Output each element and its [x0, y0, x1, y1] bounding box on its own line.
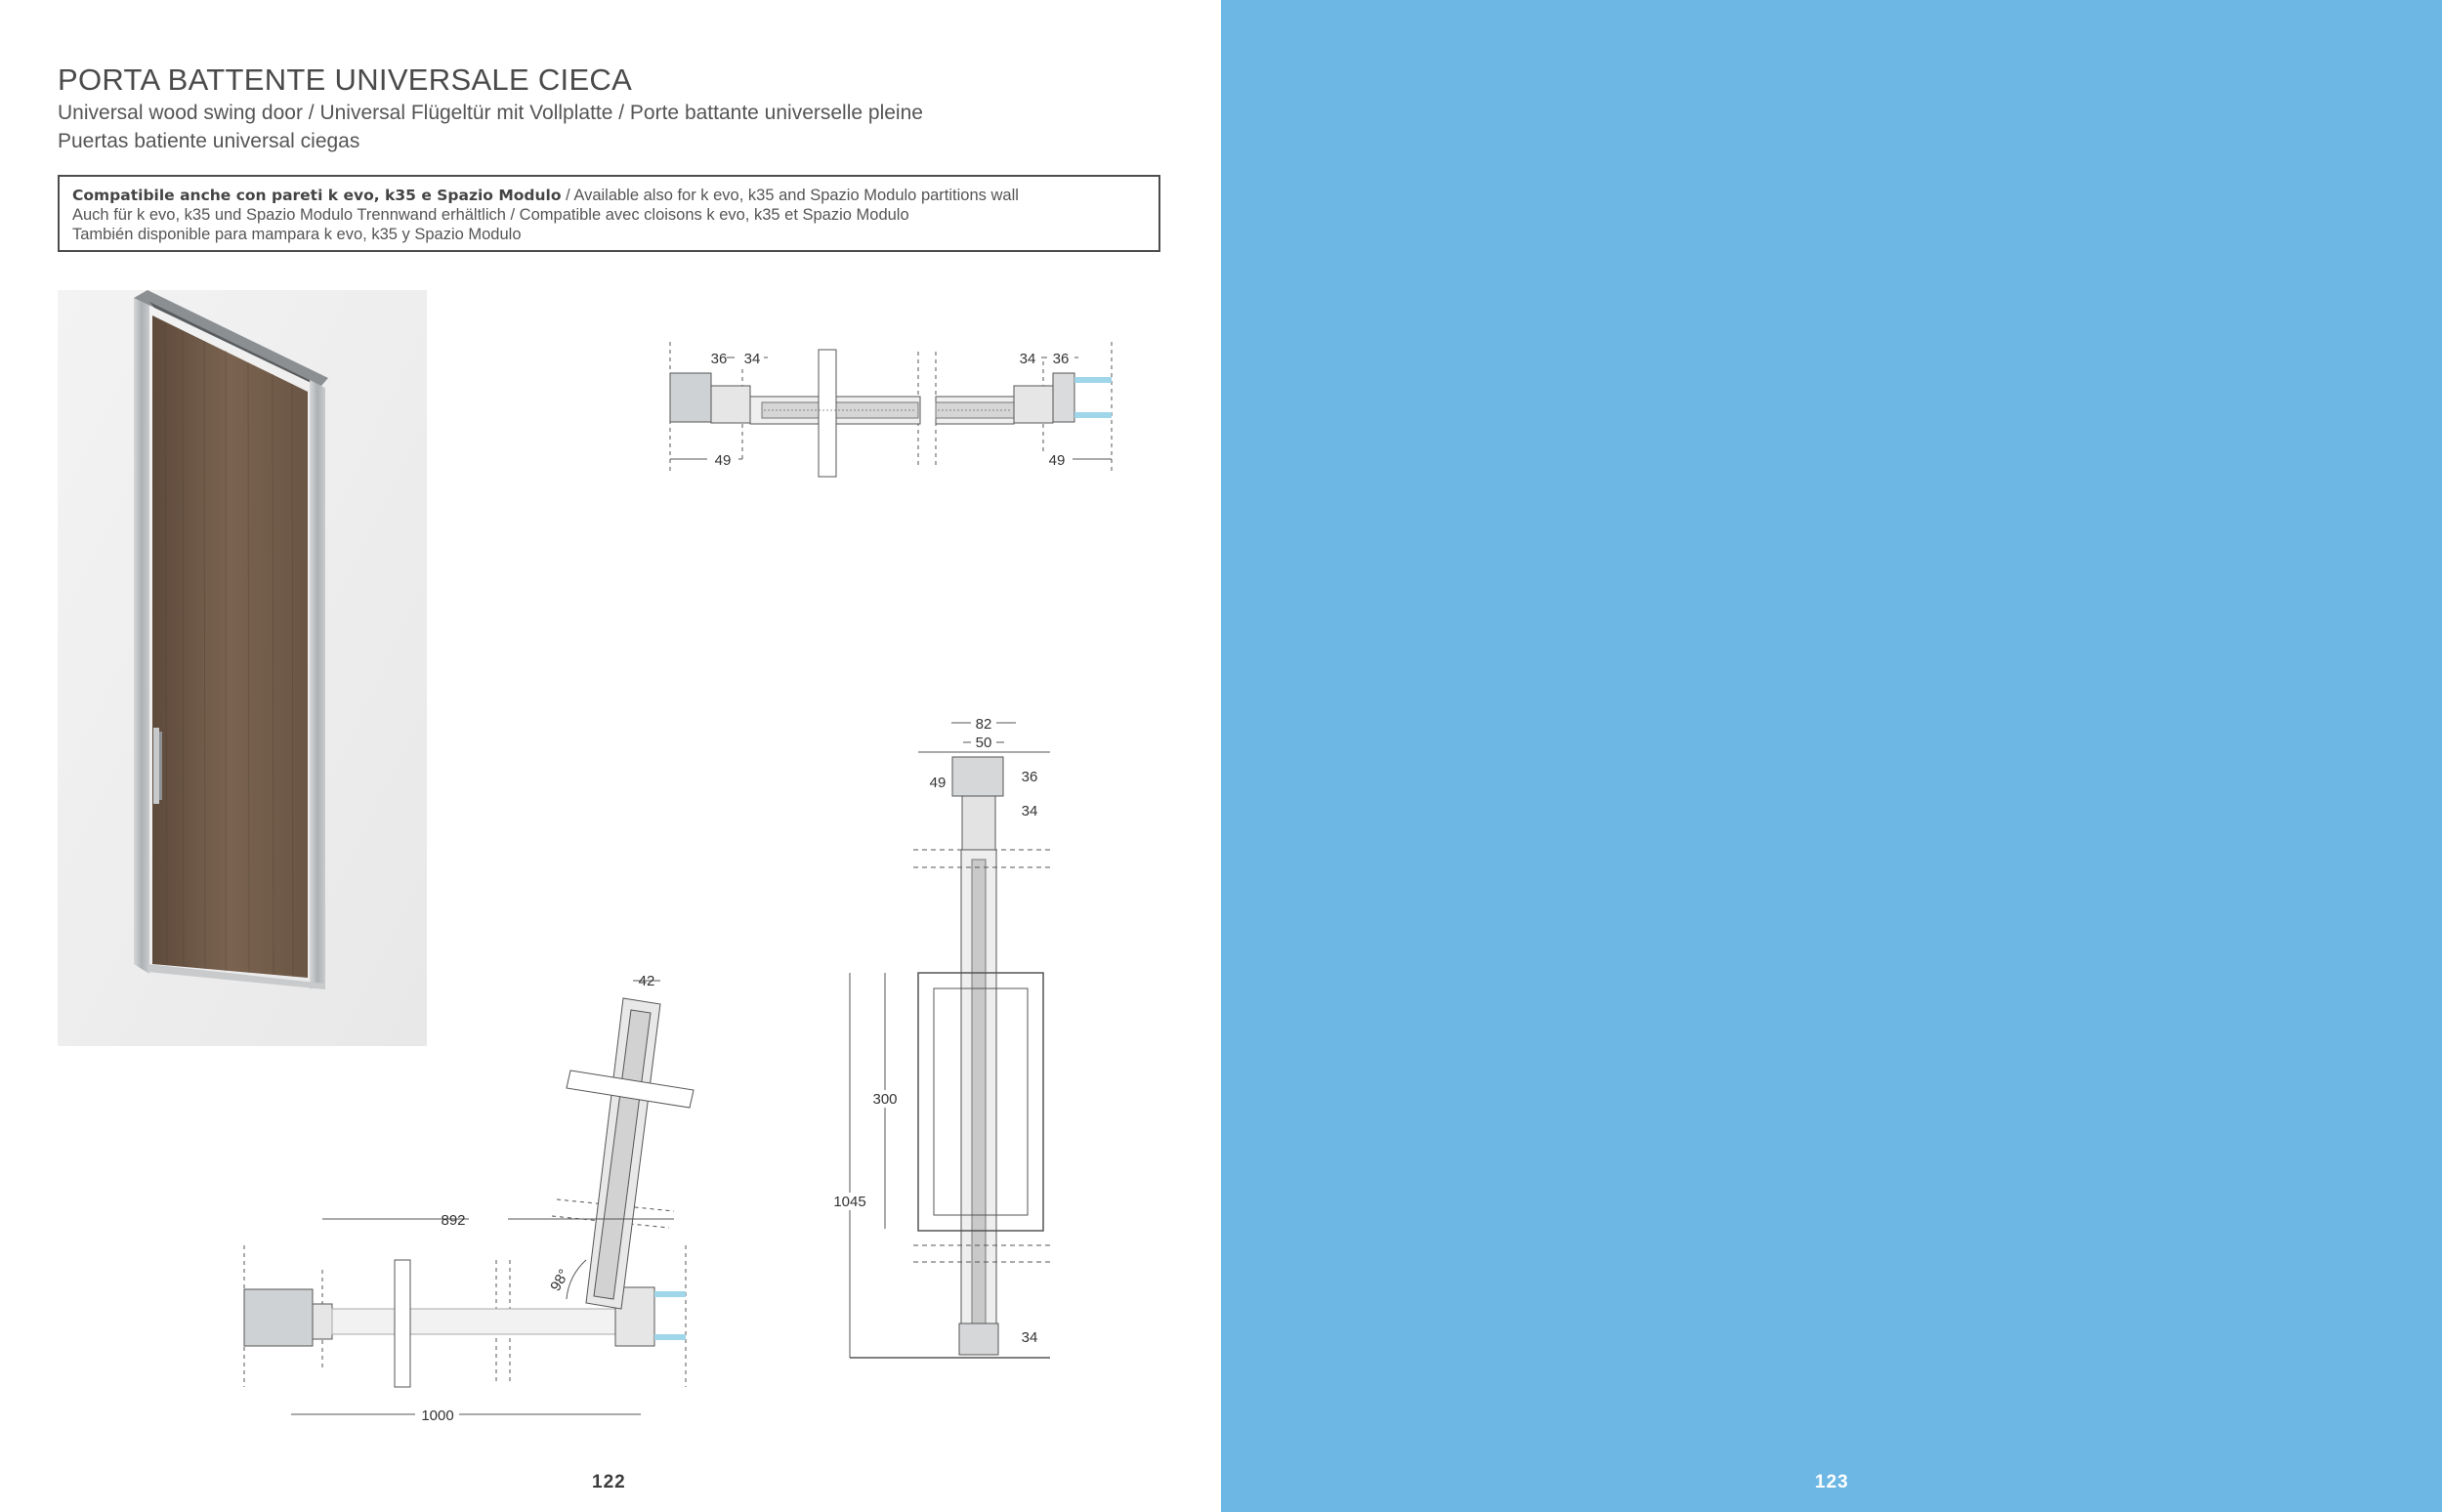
subtitle-translations: Universal wood swing door / Universal Flügeltür mit Vollplatte / Porte battante universelle pleine: [58, 102, 923, 124]
subtitle-spanish: Puertas batiente universal ciegas: [58, 130, 360, 152]
dim-36-section: 36: [1021, 769, 1038, 785]
dim-1045: 1045: [833, 1194, 866, 1210]
bottom-plan-section: [244, 981, 694, 1414]
right-page: [1221, 0, 2442, 1512]
page-number-right: 123: [1815, 1472, 1849, 1492]
dim-50: 50: [975, 735, 992, 751]
dim-49-left: 49: [714, 452, 732, 469]
dim-34-left: 34: [743, 351, 761, 367]
note-line-1-rest: / Available also for k evo, k35 and Spazio Modulo partitions wall: [561, 187, 1019, 204]
note-line-2: Auch für k evo, k35 und Spazio Modulo Trennwand erhältlich / Compatible avec cloisons k evo, k35 et Spazio Modulo: [72, 206, 909, 224]
note-line-3: También disponible para mampara k evo, k35 y Spazio Modulo: [72, 226, 522, 243]
dim-36-right: 36: [1052, 351, 1070, 367]
dim-49-right: 49: [1048, 452, 1066, 469]
page-title: PORTA BATTENTE UNIVERSALE CIECA: [58, 63, 633, 97]
dim-42: 42: [638, 973, 655, 989]
dim-34-section-bottom: 34: [1021, 1329, 1038, 1346]
note-bold: Compatibile anche con pareti k evo, k35 e Spazio Modulo: [72, 187, 562, 204]
dim-49-section: 49: [929, 775, 947, 791]
dim-34-section-top: 34: [1021, 803, 1038, 819]
dim-36-left: 36: [710, 351, 728, 367]
dim-1000: 1000: [421, 1407, 454, 1424]
dim-34-right: 34: [1019, 351, 1036, 367]
dim-892: 892: [441, 1212, 466, 1229]
page-number-left: 122: [592, 1472, 626, 1492]
dim-angle-98: 98°: [547, 1266, 573, 1294]
dim-82: 82: [975, 716, 992, 733]
dim-300: 300: [872, 1091, 898, 1108]
vertical-section: [850, 723, 1050, 1358]
